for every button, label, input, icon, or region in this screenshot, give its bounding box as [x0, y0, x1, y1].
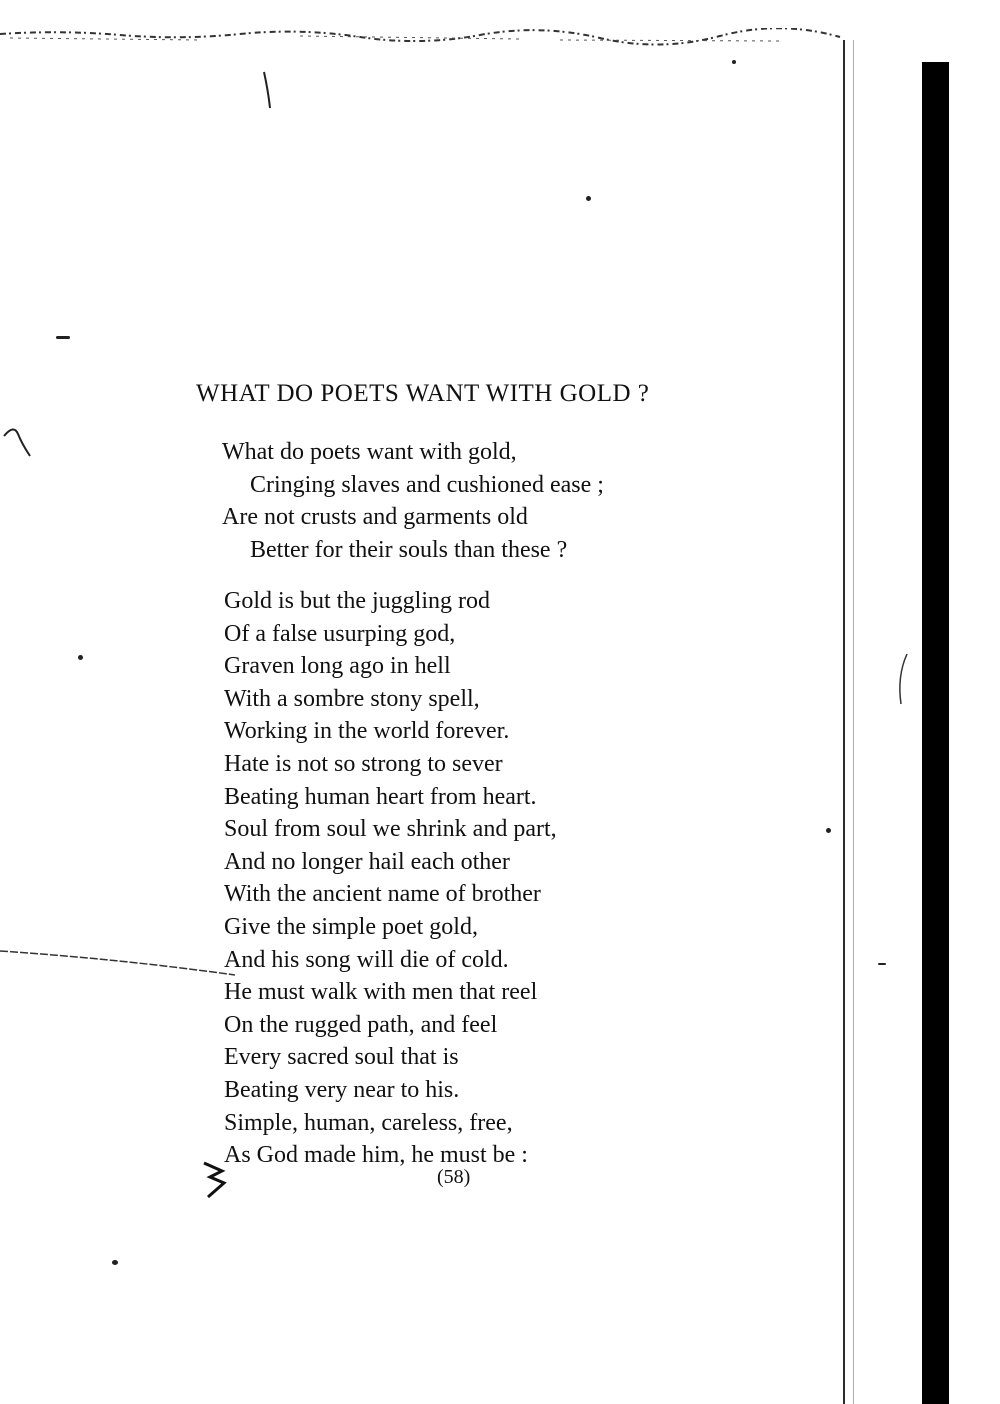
- scan-speck: [78, 655, 83, 660]
- scan-speck: [586, 196, 591, 201]
- poem-line: Of a false usurping god,: [224, 620, 456, 647]
- poem-line: Gold is but the juggling rod: [224, 588, 490, 614]
- poem-line: Simple, human, careless, free,: [224, 1109, 513, 1136]
- poem-line: Beating very near to his.: [224, 1076, 460, 1103]
- poem-line: On the rugged path, and feel: [224, 1011, 498, 1038]
- scan-mark-left: [0, 420, 40, 460]
- poem-line: Are not crusts and garments old: [222, 504, 528, 531]
- poem-line: What do poets want with gold,: [222, 439, 517, 465]
- scan-speck: [826, 828, 831, 833]
- stanza-1: [222, 436, 604, 566]
- poem-title: WHAT DO POETS WANT WITH GOLD ?: [196, 380, 650, 407]
- poem-line: Every sacred soul that is: [224, 1044, 459, 1071]
- poem-line: And no longer hail each other: [224, 848, 510, 875]
- poem-line: As God made him, he must be :: [224, 1142, 528, 1169]
- scan-speck: [878, 963, 886, 965]
- stanza-2: [222, 585, 557, 1172]
- poem-line: Working in the world forever.: [224, 718, 510, 745]
- poem-line: Beating human heart from heart.: [224, 783, 537, 810]
- poem-line: With a sombre stony spell,: [224, 685, 480, 712]
- printer-mark-icon: [200, 1155, 230, 1200]
- scan-speck: [112, 1260, 118, 1265]
- poem-line: Soul from soul we shrink and part,: [224, 816, 557, 843]
- poem-line: Graven long ago in hell: [224, 653, 451, 680]
- poem-line: Better for their souls than these ?: [250, 536, 568, 563]
- poem-line: Give the simple poet gold,: [224, 913, 478, 940]
- poem-line: Cringing slaves and cushioned ease ;: [250, 471, 604, 498]
- poem-line: And his song will die of cold.: [224, 946, 509, 973]
- scan-noise-top: [0, 28, 1000, 58]
- scan-speck: [56, 336, 70, 339]
- page-fold-line: [843, 40, 845, 1404]
- scan-mark-top: [258, 70, 278, 110]
- page-fold-shadow: [853, 40, 854, 1404]
- poem-line: With the ancient name of brother: [224, 881, 541, 908]
- scan-mark-right: [893, 650, 913, 710]
- poem-line: He must walk with men that reel: [224, 979, 538, 1006]
- scan-speck: [732, 60, 736, 64]
- page-number: (58): [437, 1166, 471, 1188]
- book-binding-edge: [922, 62, 949, 1404]
- scan-stray-line: [0, 945, 240, 985]
- poem-line: Hate is not so strong to sever: [224, 750, 503, 777]
